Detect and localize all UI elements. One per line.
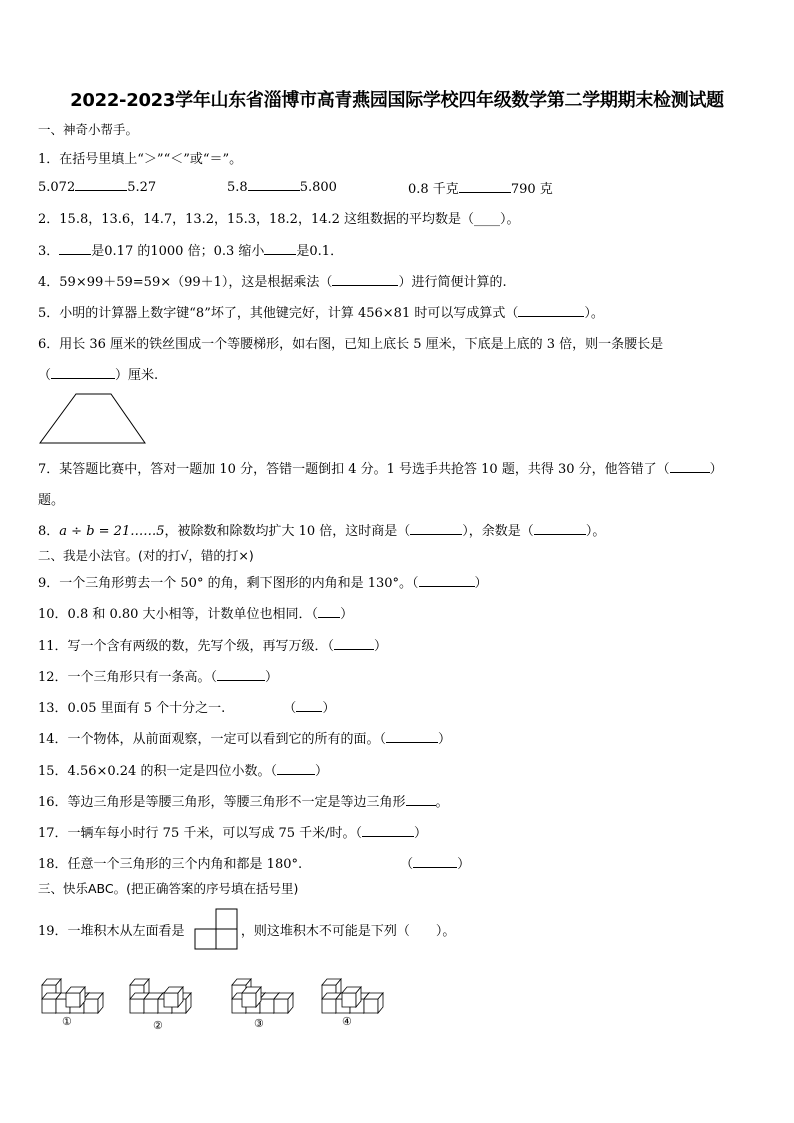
question-13: 13．0.05 里面有 5 个十分之一. （ ） [38, 701, 336, 716]
section-1-heading: 一、神奇小帮手。 [38, 122, 139, 137]
option-3-figure[interactable] [232, 979, 293, 1013]
answer-blank[interactable] [51, 366, 115, 379]
answer-blank[interactable] [296, 699, 322, 712]
answer-blank[interactable] [670, 460, 710, 473]
question-15: 15．4.56×0.24 的积一定是四位小数。（ ） [38, 764, 328, 779]
answer-blank[interactable] [386, 730, 438, 743]
question-10: 10．0.8 和 0.80 大小相等，计数单位也相同．（ ） [38, 607, 354, 622]
question-1: 1．在括号里填上“＞”“＜”或“＝”。 [38, 152, 243, 167]
question-17: 17．一辆车每小时行 75 千米，可以写成 75 千米/时。（ ） [38, 826, 428, 841]
answer-blank[interactable] [334, 637, 374, 650]
question-18: 18．任意一个三角形的三个内角和都是 180°. （ ） [38, 857, 471, 872]
answer-blank[interactable] [217, 668, 265, 681]
answer-blank[interactable] [75, 178, 127, 191]
question-9: 9．一个三角形剪去一个 50° 的角，剩下图形的内角和是 130°。（ ） [38, 576, 488, 591]
answer-blank[interactable] [59, 242, 91, 255]
question-16: 16．等边三角形是等腰三角形，等腰三角形不一定是等边三角形 。 [38, 795, 449, 810]
question-6-continued: （ ）厘米. [38, 368, 159, 383]
answer-blank[interactable] [419, 574, 475, 587]
answer-blank[interactable] [410, 522, 462, 535]
answer-blank[interactable] [406, 793, 436, 806]
option-2-figure[interactable] [130, 979, 191, 1013]
question-7-continued: 题。 [38, 493, 65, 508]
page-title: 2022-2023学年山东省淄博市高青燕园国际学校四年级数学第二学期期末检测试题 [70, 90, 724, 111]
answer-blank[interactable] [459, 180, 511, 193]
answer-blank[interactable] [248, 178, 300, 191]
division-expression: a ÷ b = 21……5 [59, 524, 165, 539]
compare-3: 0.8 千克 790 克 [408, 182, 553, 197]
option-1-figure[interactable] [42, 979, 103, 1013]
answer-blank[interactable] [277, 762, 315, 775]
question-4: 4．59×99＋59=59×（99＋1），这是根据乘法（ ）进行简便计算的. [38, 275, 507, 290]
option-1-label: ① [62, 1015, 72, 1028]
question-14: 14．一个物体，从前面观察，一定可以看到它的所有的面。（ ） [38, 732, 452, 747]
answer-blank[interactable] [332, 273, 398, 286]
question-3: 3． 是0.17 的1000 倍；0.3 缩小 是0.1． [38, 244, 344, 259]
answer-blank[interactable] [318, 605, 340, 618]
section-2-heading: 二、我是小法官。(对的打√，错的打×) [38, 548, 254, 563]
question-5: 5．小明的计算器上数字键“8”坏了，其他键完好，计算 456×81 时可以写成算式（ ）。 [38, 306, 604, 321]
left-view-figure [194, 908, 240, 950]
compare-1: 5.072 5.27 [38, 180, 157, 195]
answer-blank[interactable] [413, 855, 457, 868]
trapezoid-figure [38, 392, 150, 446]
answer-blank[interactable] [362, 824, 414, 837]
answer-blank[interactable] [518, 304, 584, 317]
section-3-heading: 三、快乐ABC。(把正确答案的序号填在括号里) [38, 881, 299, 896]
question-2: 2．15.8，13.6，14.7，13.2，15.3，18.2，14.2 这组数据的平均数是（____）。 [38, 212, 520, 227]
compare-2: 5.8 5.800 [227, 180, 337, 195]
option-4-figure[interactable] [322, 979, 383, 1013]
question-8: 8．a ÷ b = 21……5，被除数和除数均扩大 10 倍，这时商是（ ），余数是（ ）。 [38, 524, 606, 539]
cube-options [36, 973, 396, 1035]
question-6: 6．用长 36 厘米的铁丝围成一个等腰梯形，如右图，已知上底长 5 厘米，下底是上底的 3 倍，则一条腰长是 [38, 337, 664, 352]
option-2-label: ② [153, 1019, 163, 1032]
question-7: 7．某答题比赛中，答对一题加 10 分，答错一题倒扣 4 分。1 号选手共抢答 10 题，共得 30 分，他答错了（ ） [38, 462, 723, 477]
answer-blank[interactable] [534, 522, 586, 535]
question-12: 12．一个三角形只有一条高。（ ） [38, 670, 279, 685]
option-4-label: ④ [342, 1015, 352, 1028]
option-3-label: ③ [254, 1017, 264, 1030]
question-19: 19．一堆积木从左面看是 ，则这堆积木不可能是下列（ ）。 [38, 924, 456, 939]
question-11: 11．写一个含有两级的数，先写个级，再写万级．（ ） [38, 639, 388, 654]
answer-blank[interactable] [264, 242, 296, 255]
